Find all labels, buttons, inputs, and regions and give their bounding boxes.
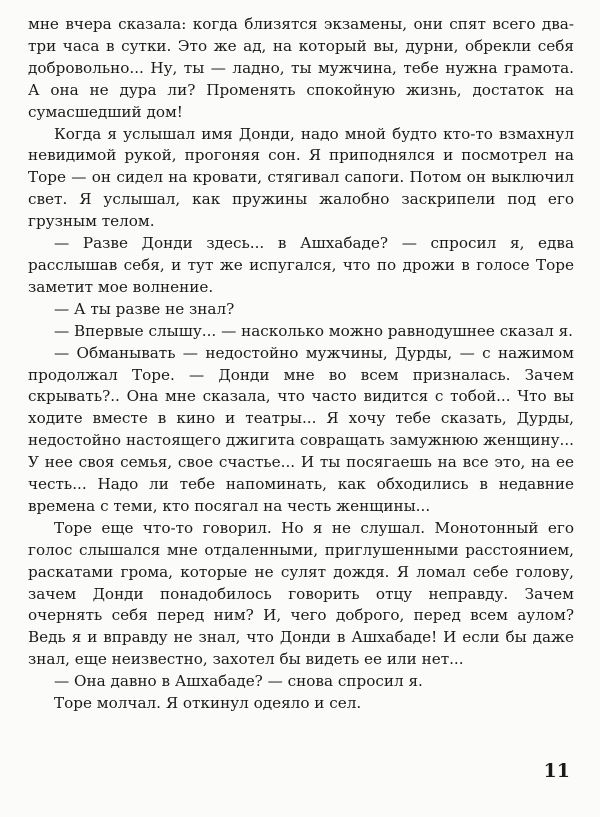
paragraph-continuation: мне вчера сказала: когда близятся экзамены, они спят всего два-три часа в сутки. Это же ад, на который вы, дурни, обрекли себя добровольно... Ну, ты — ладно, ты мужчина, тебе нужна грамота. А она не дура ли? Променять спокойную жизнь, достаток на сумасшедший дом! xyxy=(28,15,574,121)
paragraph: Когда я услышал имя Донди, надо мной будто кто-то взмахнул невидимой рукой, прогоняя сон. Я приподнялся и посмотрел на Торе — он сидел на кровати, стягивал сапоги. Потом он выключил свет. Я услышал, как пружины жалобно заскрипели под его грузным телом. xyxy=(28,124,574,231)
body-text xyxy=(28,14,574,715)
dialogue-line: — Разве Донди здесь... в Ашхабаде? — спросил я, едва расслышав себя, и тут же испугался, что по дрожи в голосе Торе заметит мое волнение. xyxy=(28,234,574,296)
dialogue-line: — Впервые слышу... — насколько можно равнодушнее сказал я. xyxy=(54,321,574,340)
paragraph: Торе молчал. Я откинул одеяло и сел. xyxy=(54,694,362,713)
dialogue-line: — А ты разве не знал? xyxy=(54,299,235,318)
paragraph: Торе еще что-то говорил. Но я не слушал. Монотонный его голос слышался мне отдаленными, приглушенными расстоянием, раскатами грома, которые не сулят дождя. Я ломал себе голову, зачем Донди понадобилось говорить отцу неправду. Зачем очернять себя перед ним? И, чего доброго, перед всем аулом? Ведь я и вправду не знал, что Донди в Ашхабаде! И если бы даже знал, еще неизвестно, захотел бы видеть ее или нет... xyxy=(28,518,574,669)
page-number: 11 xyxy=(543,760,570,782)
dialogue-line: — Она давно в Ашхабаде? — снова спросил я. xyxy=(54,672,423,691)
dialogue-line: — Обманывать — недостойно мужчины, Дурды, — с нажимом продолжал Торе. — Донди мне во всем призналась. Зачем скрывать?.. Она мне сказала, что часто видится с тобой... Что вы ходите вместе в кино и театры... Я хочу тебе сказать, Дурды, недостойно настоящего джигита совращать замужнюю женщину... У нее своя семья, свое счастье... И ты посягаешь на все это, на ее честь... Надо ли тебе напоминать, как обходились в недавние времена с теми, кто посягал на честь женщины... xyxy=(28,343,574,515)
